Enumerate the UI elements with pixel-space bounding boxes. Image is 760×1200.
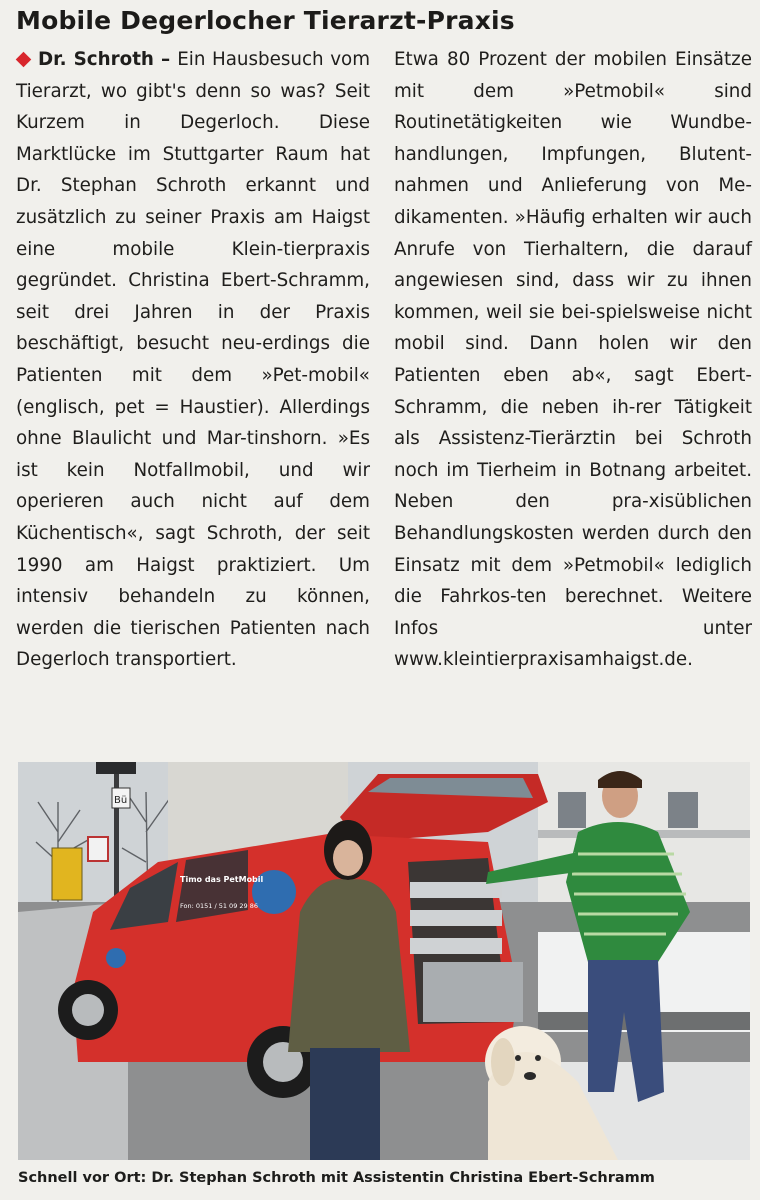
text-line: spielsweise nicht mobil sind. Dann [394, 301, 752, 355]
text-line: mobil« (englisch, pet = Haustier). [16, 364, 370, 418]
text-line: Um intensiv behandeln zu können, [16, 554, 370, 608]
photo-caption: Schnell vor Ort: Dr. Stephan Schroth mit Assistentin Christina Ebert-Schramm [18, 1170, 655, 1186]
article-headline: Mobile Degerlocher Tierarzt-Praxis [16, 6, 515, 35]
text-line: was? Seit Kurzem in Degerloch. [16, 80, 371, 134]
text-line: xisüblichen Behandlungskosten [394, 491, 752, 544]
text-line: nach Degerloch transportiert. [16, 617, 370, 671]
text-line: Etwa 80 Prozent der mobilen [394, 49, 667, 70]
traffic-pole [114, 762, 119, 902]
text-line: tierpraxis gegründet. Christina [16, 238, 370, 292]
text-line: Routinetätigkeiten wie Wundbe- [394, 112, 752, 134]
text-line: www.kleintierpraxisamhaigst.de. [394, 649, 693, 671]
red-diamond-icon [16, 51, 32, 67]
photo-illustration [18, 762, 750, 1160]
text-line: nahmen und Anlieferung von Me- [394, 175, 752, 197]
article-column-right [394, 44, 752, 676]
text-line: sagt Ebert-Schramm, die neben ih- [394, 364, 752, 418]
text-line: und wir operieren auch nicht auf [16, 459, 371, 513]
text-line: der Praxis beschäftigt, besucht neu- [16, 301, 371, 355]
text-line: Einsätze mit dem »Petmobil« sind [394, 49, 753, 102]
text-line: tinshorn. »Es ist kein Notfallmobil, [16, 428, 371, 481]
text-line: Praxis am Haigst eine mobile Klein- [16, 206, 370, 260]
text-line: auch Anrufe von Tierhaltern, die [394, 206, 752, 260]
text-line: der seit 1990 am Haigst praktiziert. [16, 522, 370, 576]
text-line: handlungen, Impfungen, Blutent- [394, 143, 752, 165]
text-line: bei Schroth noch im Tierheim in [394, 428, 752, 481]
lead-name: Dr. Schroth [38, 49, 154, 70]
text-line: ten berechnet. Weitere Infos unter [394, 586, 752, 639]
text-line: vom Tierarzt, wo gibt's denn so [16, 49, 370, 102]
paragraph-left [16, 44, 370, 676]
text-line: darauf angewiesen sind, dass wir [394, 238, 752, 292]
text-line: Botnang arbeitet. Neben den pra- [394, 459, 753, 513]
text-line: dem Küchentisch«, sagt Schroth, [16, 491, 370, 544]
text-line: erdings die Patienten mit dem »Pet- [16, 333, 370, 386]
text-line: holen wir den Patienten eben ab«, [394, 333, 753, 386]
text-line: Raum hat Dr. Stephan Schroth [16, 143, 371, 197]
text-line: »Petmobil« lediglich die Fahrkos- [394, 554, 752, 608]
text-line: werden durch den Einsatz mit dem [394, 522, 752, 576]
article-column-left [16, 44, 370, 676]
van-brand-text: Timo das PetMobil [180, 875, 264, 884]
text-line: dikamenten. »Häufig erhalten wir [394, 206, 702, 228]
text-line: Ein Hausbesuch [177, 49, 324, 70]
phone-box [52, 848, 82, 900]
text-line: erkannt und zusätzlich zu seiner [16, 175, 370, 228]
van-phone-text: Fon: 0151 / 51 09 29 86 [180, 902, 259, 910]
text-line: Diese Marktlücke im Stuttgarter [16, 112, 371, 165]
text-line: zu ihnen kommen, weil sie bei- [394, 270, 752, 323]
text-line: werden die tierischen Patienten [16, 617, 317, 639]
lead-dash: – [153, 49, 178, 70]
article-photo [18, 762, 750, 1160]
paragraph-right [394, 44, 752, 676]
street-sign-text: Bü [114, 795, 128, 806]
text-line: rer Tätigkeit als Assistenz-Tierärztin [394, 396, 752, 450]
text-line: Allerdings ohne Blaulicht und Mar- [16, 396, 370, 450]
text-line: Ebert-Schramm, seit drei Jahren in [16, 270, 370, 323]
